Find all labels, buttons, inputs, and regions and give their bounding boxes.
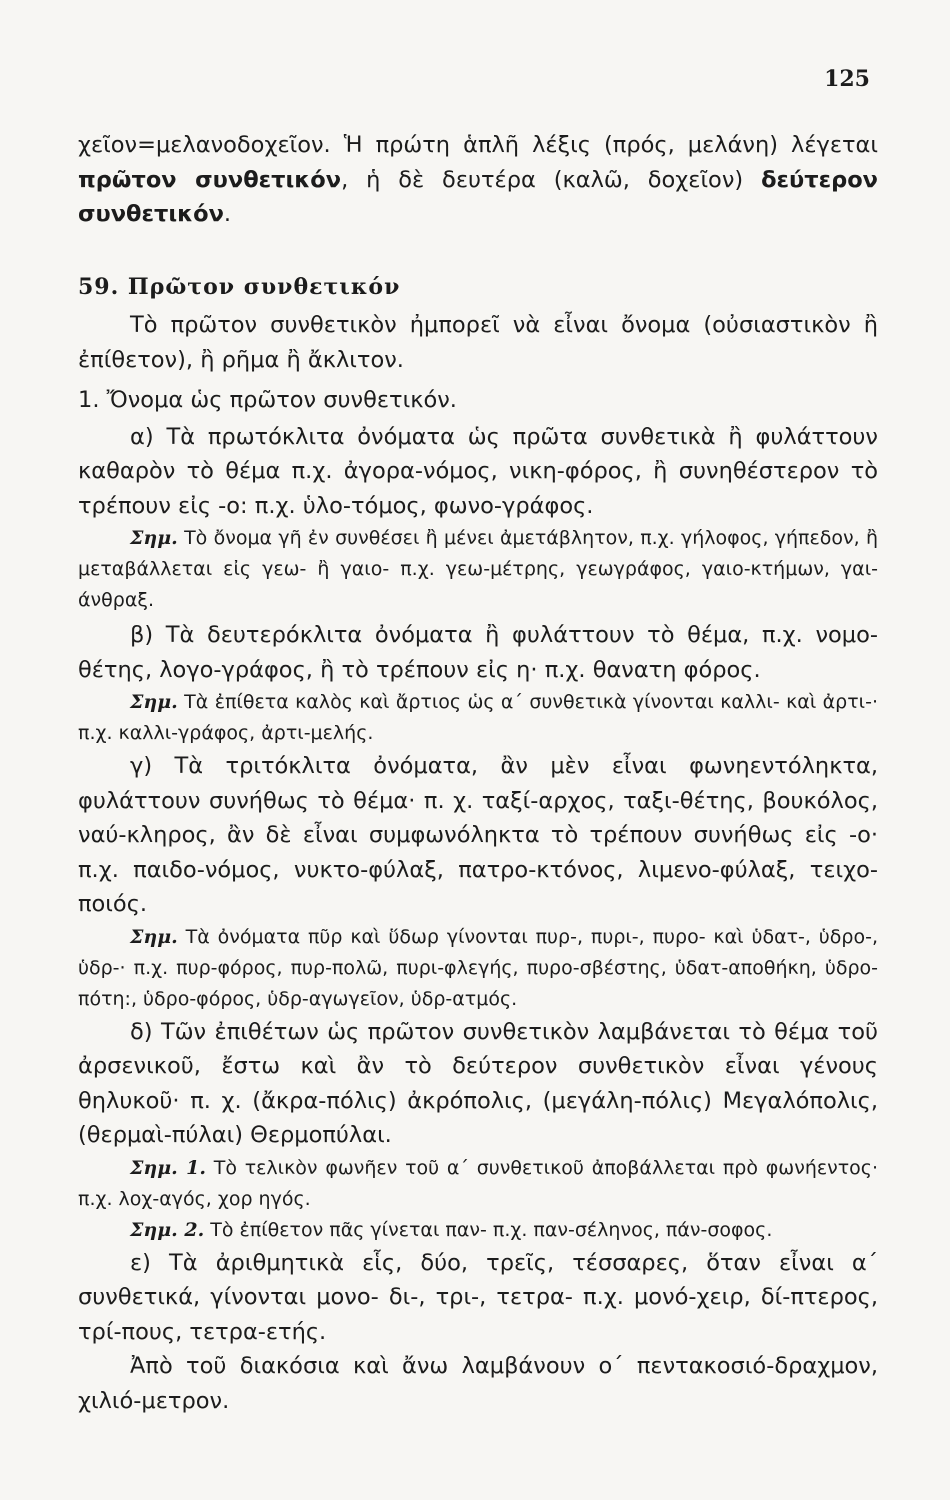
term-first-compound: πρῶτον συνθετικόν [78, 166, 342, 193]
paragraph-intro: Τὸ πρῶτον συνθετικὸν ἠμπορεῖ νὰ εἶναι ὄνομα (οὐσιαστικὸν ἢ ἐπίθετον), ἢ ρῆμα ἢ ἄκλιτον. [78, 312, 878, 373]
paragraph-epsilon: ε) Τὰ ἀριθμητικὰ εἷς, δύο, τρεῖς, τέσσαρες, ὅταν εἶναι α΄ συνθετικά, γίνονται μονο- δι-, τρι-, τετρα- π.χ. μονό-χειρ, δί-πτερος, τρί-πους, τετρα-ετής. [78, 1249, 878, 1345]
note [78, 687, 878, 749]
subheading: 1. Ὄνομα ὡς πρῶτον συνθετικόν. [78, 387, 457, 413]
note-text: Τὰ ἐπίθετα καλὸς καὶ ἄρτιος ὡς α΄ συνθετικὰ γίνονται καλλι- καὶ ἀρτι-· π.χ. καλλι-γράφος, ἀρτι-μελής. [78, 691, 878, 744]
note-label: Σημ. [130, 527, 178, 549]
note [78, 523, 878, 616]
text-run: , ἡ δὲ δευτέρα (καλῶ, δοχεῖον) [341, 166, 762, 193]
paragraph-beta: β) Τὰ δευτερόκλιτα ὀνόματα ἢ φυλάττουν τὸ θέμα, π.χ. νομο-θέτης, λογο-γράφος, ἢ τὸ τρέπουν εἰς η· π.χ. θανατη φόρος. [78, 622, 878, 683]
paragraph-alpha: α) Τὰ πρωτόκλιτα ὀνόματα ὡς πρῶτα συνθετικὰ ἢ φυλάττουν καθαρὸν τὸ θέμα π.χ. ἀγορα-νόμος, νικη-φόρος, ἢ συνηθέστερον τὸ τρέπουν εἰς -ο: π.χ. ὑλο-τόμος, φωνο-γράφος. [78, 423, 878, 519]
note [78, 922, 878, 1015]
paragraph-continuation [78, 128, 878, 232]
note-text: Τὸ τελικὸν φωνῆεν τοῦ α΄ συνθετικοῦ ἀποβάλλεται πρὸ φωνήεντος· π.χ. λοχ-αγός, χορ ηγός. [78, 1156, 878, 1210]
term-second-compound: δεύτερον συνθετικόν [78, 166, 879, 227]
paragraph-final: Ἀπὸ τοῦ διακόσια καὶ ἄνω λαμβάνουν ο΄ πεντακοσιό-δραχμον, χιλιό-μετρον. [78, 1353, 878, 1414]
note [78, 1215, 878, 1246]
text-run: . [223, 201, 232, 227]
note [78, 1153, 878, 1215]
note-label: Σημ. [130, 691, 178, 713]
section-heading: 59. Πρῶτον συνθετικόν [78, 273, 401, 300]
paragraph-gamma: γ) Τὰ τριτόκλιτα ὀνόματα, ἂν μὲν εἶναι φωνηεντόληκτα, φυλάττουν συνήθως τὸ θέμα· π. χ. ταξί-αρχος, ταξι-θέτης, βουκόλος, ναύ-κληρος, ἂν δὲ εἶναι συμφωνόληκτα τὸ τρέπουν συνήθως εἰς -ο· π.χ. παιδο-νόμος, νυκτο-φύλαξ, πατρο-κτόνος, λιμενο-φύλαξ, τειχο-ποιός. [78, 753, 878, 917]
note-label: Σημ. [130, 925, 178, 948]
note-text: Τὰ ὀνόματα πῦρ καὶ ὕδωρ γίνονται πυρ-, πυρι-, πυρο- καὶ ὑδατ-, ὑδρο-, ὑδρ-· π.χ. πυρ-φόρος, πυρ-πολῶ, πυρι-φλεγής, πυρο-σβέστης, ὑδατ-αποθήκη, ὑδρο-πότη:, ὑδρο-φόρος, ὑδρ-αγωγεῖον, ὑδρ-ατμός. [78, 925, 878, 1010]
page-body [78, 128, 878, 1418]
note-text: Τὸ ἐπίθετον πᾶς γίνεται παν- π.χ. παν-σέληνος, πάν-σοφος. [204, 1218, 773, 1241]
note-text: Τὸ ὄνομα γῆ ἐν συνθέσει ἢ μένει ἀμετάβλητον, π.χ. γήλοφος, γήπεδον, ἢ μεταβάλλεται εἰς γεω- ἢ γαιο- π.χ. γεω-μέτρης, γεωγράφος, γαιο-κτήμων, γαι-άνθραξ. [78, 527, 878, 611]
text-run: χεῖον=μελανοδοχεῖον. Ἡ πρώτη ἁπλῆ λέξις (πρός, μελάνη) λέγεται [78, 132, 878, 158]
paragraph-delta: δ) Τῶν ἐπιθέτων ὡς πρῶτον συνθετικὸν λαμβάνεται τὸ θέμα τοῦ ἀρσενικοῦ, ἔστω καὶ ἂν τὸ δεύτερον συνθετικὸν εἶναι γένους θηλυκοῦ· π. χ. (ἄκρα-πόλις) ἀκρόπολις, (μεγάλη-πόλις) Μεγαλόπολις, (θερμαὶ-πύλαι) Θερμοπύλαι. [78, 1018, 878, 1148]
note-label: Σημ. 1. [130, 1156, 206, 1179]
note-label: Σημ. 2. [130, 1218, 205, 1241]
page-number: 125 [824, 66, 870, 92]
